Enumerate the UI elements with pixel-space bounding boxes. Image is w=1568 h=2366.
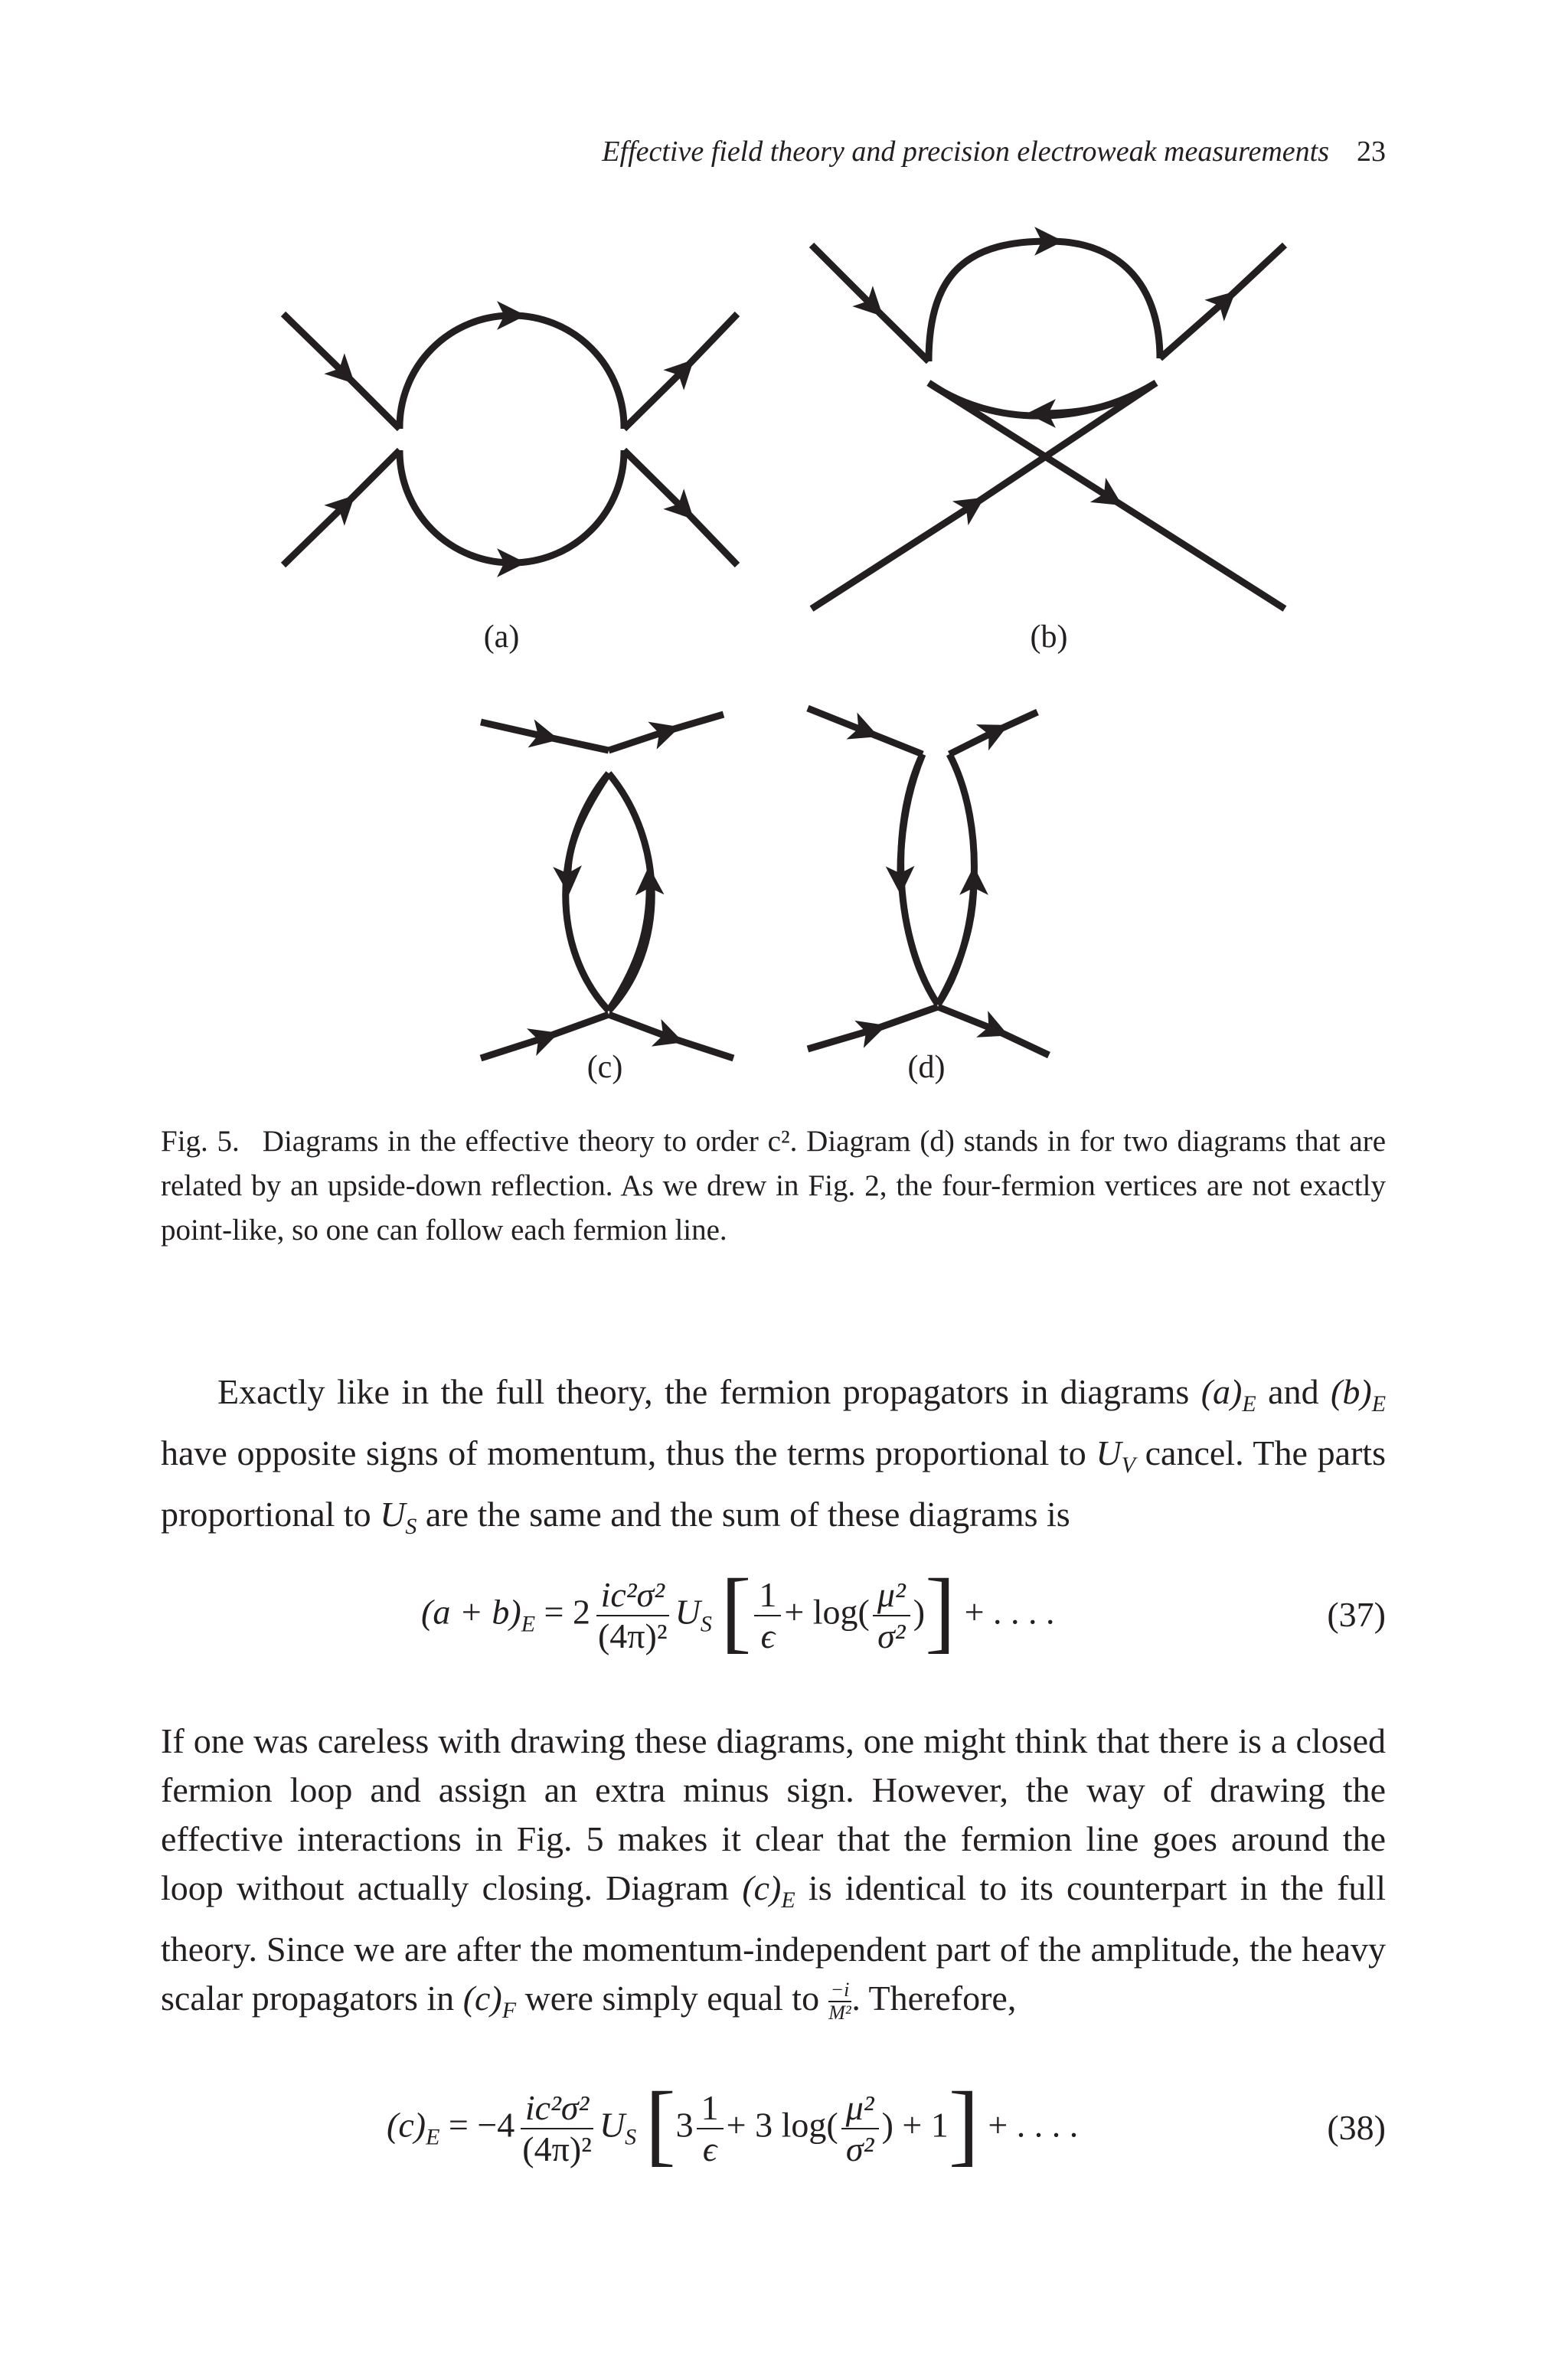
equation-37: $(a + b)_E = 2$ $\frac{\text{ic²σ²}}{\text{(4π)²}}$ $U_S$ [ $\frac{1}{\epsilon}$ + log( $\frac{\text{μ²}}{\text{σ²}}$ )] + . . . . (421, 1560, 1055, 1662)
caption-text: Diagrams in the effective theory to order c². Diagram (d) stands in for two diagrams that are related by an upside-down reflection. As we drew in Fig. 2, the four-fermion vertices are not exactly point-like, so one can follow each fermion line. (161, 1125, 1387, 1247)
feynman-diagrams-figure (0, 0, 1568, 1087)
running-title: Effective field theory and precision electroweak measurements (602, 136, 1329, 168)
equation-38-number: (38) (1327, 2108, 1386, 2147)
figure-caption (161, 1119, 1386, 1253)
equation-38: $(c)_E = -4$ $\frac{\text{ic²σ²}}{\text{(4π)²}}$ $U_S$ [3 $\frac{1}{\epsilon}$ + 3 log( $\frac{\text{μ²}}{\text{σ²}}$ ) + 1] + . . . . (387, 2073, 1079, 2175)
diagram-a (283, 314, 737, 565)
equation-37-number: (37) (1327, 1595, 1386, 1634)
caption-label: Fig. 5. (161, 1125, 240, 1158)
label-d: (d) (907, 1050, 946, 1085)
paragraph-1: Exactly like in the full theory, the fermion propagators in diagrams $(a)_E$ and $(b)_E$ have opposite signs of momentum, thus the terms proportional to $U_V$ cancel. The parts proportional to $U_S$ are the same and the sum of these diagrams is (161, 1372, 1387, 1539)
page-number: 23 (1357, 136, 1386, 168)
diagram-b (812, 241, 1285, 609)
label-b: (b) (1030, 619, 1068, 655)
diagram-c (481, 714, 733, 1058)
diagram-d (808, 708, 1049, 1055)
paragraph-2: If one was careless with drawing these diagrams, one might think that there is a closed fermion loop and assign an extra minus sign. However, the way of drawing the effective interactions in Fig. 5 makes it clear that the fermion line goes around the loop without actually closing. Diagram $(c)_E$ is identical to its counterpart in the full theory. Since we are after the momentum-independent part of the amplitude, the heavy scalar propagators in $(c)_F$ were simply equal to $\frac{-i}{\text{M²}}$ . Therefore, (161, 1721, 1386, 2024)
label-a: (a) (483, 619, 520, 655)
label-c: (c) (586, 1050, 623, 1085)
